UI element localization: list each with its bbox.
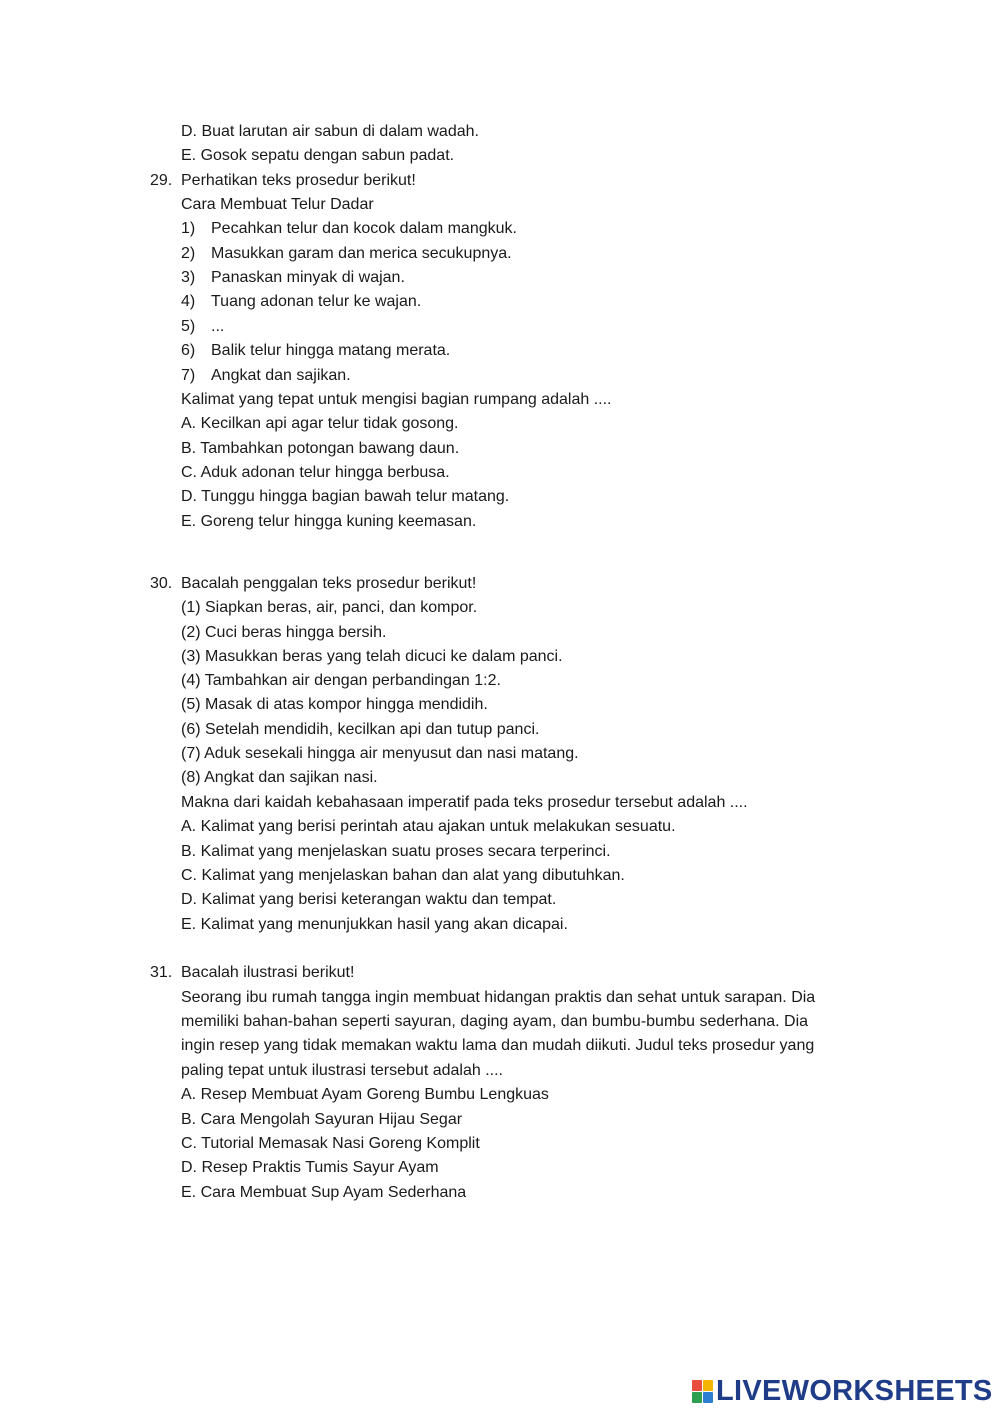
q31-paragraph-line: memiliki bahan-bahan seperti sayuran, daging ayam, dan bumbu-bumbu sederhana. Dia bbox=[181, 1013, 809, 1030]
q30-step: (3) Masukkan beras yang telah dicuci ke dalam panci. bbox=[181, 648, 563, 665]
q30-step: (2) Cuci beras hingga bersih. bbox=[181, 624, 387, 641]
q31-paragraph-line: ingin resep yang tidak memakan waktu lama dan mudah diikuti. Judul teks prosedur yang bbox=[181, 1037, 815, 1054]
q29-step-number: 5) bbox=[181, 318, 196, 335]
q31-prompt: Bacalah ilustrasi berikut! bbox=[181, 964, 355, 981]
q29-step-number: 6) bbox=[181, 342, 196, 359]
q29-step-number: 1) bbox=[181, 220, 196, 237]
liveworksheets-logo-icon bbox=[692, 1380, 712, 1402]
liveworksheets-logo bbox=[692, 1376, 993, 1406]
q31-option-e: E. Cara Membuat Sup Ayam Sederhana bbox=[181, 1184, 467, 1201]
q31-paragraph-line: Seorang ibu rumah tangga ingin membuat hidangan praktis dan sehat untuk sarapan. Dia bbox=[181, 989, 816, 1006]
q29-option-e: E. Goreng telur hingga kuning keemasan. bbox=[181, 513, 477, 530]
q29-option-d: D. Tunggu hingga bagian bawah telur matang. bbox=[181, 488, 510, 505]
q30-option-d: D. Kalimat yang berisi keterangan waktu dan tempat. bbox=[181, 891, 557, 908]
q29-title: Cara Membuat Telur Dadar bbox=[181, 196, 374, 213]
q30-step: (6) Setelah mendidih, kecilkan api dan tutup panci. bbox=[181, 721, 540, 738]
q29-option-b: B. Tambahkan potongan bawang daun. bbox=[181, 440, 460, 457]
q28-option-d: D. Buat larutan air sabun di dalam wadah. bbox=[181, 123, 479, 140]
q31-option-b: B. Cara Mengolah Sayuran Hijau Segar bbox=[181, 1111, 463, 1128]
q30-option-c: C. Kalimat yang menjelaskan bahan dan alat yang dibutuhkan. bbox=[181, 867, 625, 884]
q31-option-d: D. Resep Praktis Tumis Sayur Ayam bbox=[181, 1159, 439, 1176]
q31-paragraph-line: paling tepat untuk ilustrasi tersebut adalah .... bbox=[181, 1062, 503, 1079]
q30-option-a: A. Kalimat yang berisi perintah atau ajakan untuk melakukan sesuatu. bbox=[181, 818, 676, 835]
q31-option-c: C. Tutorial Memasak Nasi Goreng Komplit bbox=[181, 1135, 480, 1152]
q30-question: Makna dari kaidah kebahasaan imperatif pada teks prosedur tersebut adalah .... bbox=[181, 794, 748, 811]
q30-option-b: B. Kalimat yang menjelaskan suatu proses secara terperinci. bbox=[181, 843, 611, 860]
q28-option-e: E. Gosok sepatu dengan sabun padat. bbox=[181, 147, 455, 164]
q29-step-number: 2) bbox=[181, 245, 196, 262]
q29-step-text: Angkat dan sajikan. bbox=[211, 367, 351, 384]
q29-step-text: ... bbox=[211, 318, 225, 335]
q29-step-text: Balik telur hingga matang merata. bbox=[211, 342, 451, 359]
q29-step-text: Tuang adonan telur ke wajan. bbox=[211, 293, 422, 310]
q29-option-c: C. Aduk adonan telur hingga berbusa. bbox=[181, 464, 450, 481]
q29-option-a: A. Kecilkan api agar telur tidak gosong. bbox=[181, 415, 459, 432]
brand-name: LIVEWORKSHEETS bbox=[716, 1375, 993, 1407]
q31-option-a: A. Resep Membuat Ayam Goreng Bumbu Lengkuas bbox=[181, 1086, 549, 1103]
q30-option-e: E. Kalimat yang menunjukkan hasil yang akan dicapai. bbox=[181, 916, 568, 933]
q30-number: 30. bbox=[150, 575, 173, 592]
q29-prompt: Perhatikan teks prosedur berikut! bbox=[181, 172, 416, 189]
q29-step-text: Panaskan minyak di wajan. bbox=[211, 269, 405, 286]
q29-step-text: Masukkan garam dan merica secukupnya. bbox=[211, 245, 512, 262]
q29-step-number: 3) bbox=[181, 269, 196, 286]
q31-number: 31. bbox=[150, 964, 173, 981]
q30-step: (4) Tambahkan air dengan perbandingan 1:2. bbox=[181, 672, 501, 689]
q30-step: (5) Masak di atas kompor hingga mendidih. bbox=[181, 696, 488, 713]
q29-step-number: 7) bbox=[181, 367, 196, 384]
q29-number: 29. bbox=[150, 172, 173, 189]
q30-step: (1) Siapkan beras, air, panci, dan kompor. bbox=[181, 599, 478, 616]
q29-step-text: Pecahkan telur dan kocok dalam mangkuk. bbox=[211, 220, 517, 237]
q30-prompt: Bacalah penggalan teks prosedur berikut! bbox=[181, 575, 477, 592]
q30-step: (7) Aduk sesekali hingga air menyusut dan nasi matang. bbox=[181, 745, 579, 762]
q29-question: Kalimat yang tepat untuk mengisi bagian rumpang adalah .... bbox=[181, 391, 612, 408]
q29-step-number: 4) bbox=[181, 293, 196, 310]
q30-step: (8) Angkat dan sajikan nasi. bbox=[181, 769, 378, 786]
